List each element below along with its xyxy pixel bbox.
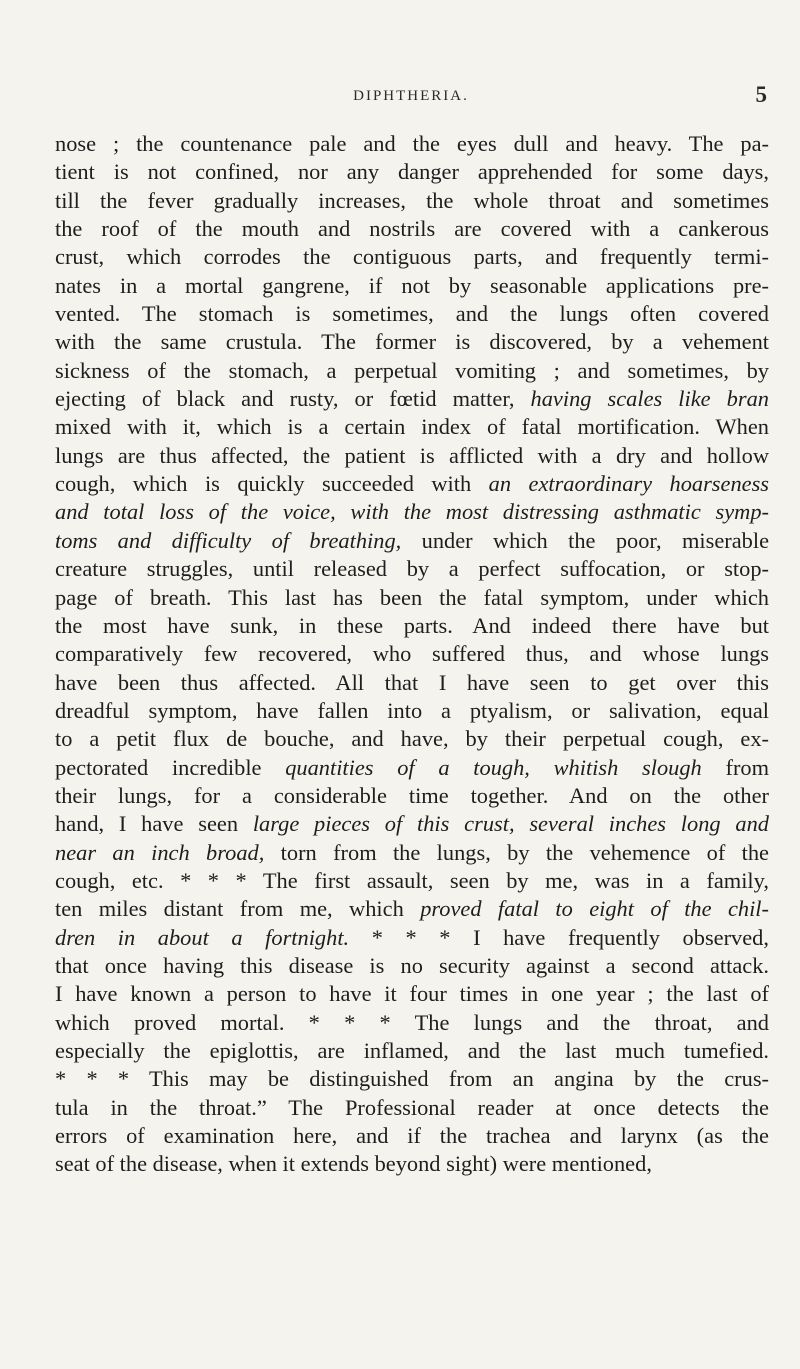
- text-line: [55, 1065, 769, 1093]
- text-segment: with the same crustula. The former is discovered, by a vehement: [55, 329, 769, 355]
- text-line: [55, 1009, 769, 1037]
- text-line: [55, 357, 769, 385]
- text-line: [55, 413, 769, 441]
- italic-text: near an inch broad,: [55, 839, 265, 865]
- text-segment: vented. The stomach is sometimes, and the lungs often covered: [55, 301, 769, 327]
- text-line: [55, 952, 769, 980]
- text-segment: cough, etc. * * * The first assault, seen by me, was in a family,: [55, 867, 769, 893]
- text-segment: that once having this disease is no security against a second attack.: [55, 952, 769, 978]
- text-line: [55, 640, 769, 668]
- body-text: [55, 130, 769, 1179]
- text-segment: nates in a mortal gangrene, if not by seasonable applications pre-: [55, 272, 769, 298]
- italic-text: an extraordinary hoarseness: [488, 471, 770, 497]
- page-header: [55, 82, 767, 118]
- text-line: [55, 527, 769, 555]
- text-segment: sickness of the stomach, a perpetual vomiting ; and sometimes, by: [55, 357, 769, 383]
- text-line: [55, 470, 769, 498]
- text-line: [55, 612, 769, 640]
- italic-text: quantities of a tough, whitish slough: [285, 754, 702, 780]
- text-line: [55, 300, 769, 328]
- text-line: [55, 1094, 769, 1122]
- text-line: [55, 810, 769, 838]
- text-line: [55, 555, 769, 583]
- text-segment: ten miles distant from me, which: [55, 896, 421, 922]
- text-segment: till the fever gradually increases, the whole throat and sometimes: [55, 187, 769, 213]
- text-segment: crust, which corrodes the contiguous parts, and frequently termi-: [55, 244, 769, 270]
- text-segment: * * * This may be distinguished from an angina by the crus-: [55, 1066, 769, 1092]
- text-line: [55, 867, 769, 895]
- text-segment: to a petit flux de bouche, and have, by their perpetual cough, ex-: [55, 726, 769, 752]
- text-line: [55, 1122, 769, 1150]
- text-segment: which proved mortal. * * * The lungs and the throat, and: [55, 1009, 769, 1035]
- running-head: DIPHTHERIA.: [353, 88, 469, 104]
- text-segment: hand, I have seen: [55, 811, 253, 837]
- text-line: [55, 272, 769, 300]
- text-line: [55, 130, 769, 158]
- text-segment: their lungs, for a considerable time together. And on the other: [55, 782, 769, 808]
- text-line: [55, 243, 769, 271]
- text-line: [55, 442, 769, 470]
- text-segment: nose ; the countenance pale and the eyes dull and heavy. The pa-: [55, 131, 769, 156]
- text-line: [55, 385, 769, 413]
- italic-text: toms and difficulty of breathing,: [55, 527, 402, 553]
- text-segment: comparatively few recovered, who suffered thus, and whose lungs: [55, 641, 769, 667]
- text-segment: cough, which is quickly succeeded with: [55, 471, 489, 497]
- text-line: [55, 980, 769, 1008]
- text-line: [55, 839, 769, 867]
- italic-text: and total loss of the voice, with the most distressing asthmatic symp-: [55, 499, 769, 525]
- text-segment: torn from the lungs, by the vehemence of the: [264, 839, 769, 865]
- text-line: [55, 669, 769, 697]
- italic-text: proved fatal to eight of the chil-: [420, 896, 769, 922]
- text-segment: page of breath. This last has been the fatal symptom, under which: [55, 584, 769, 610]
- italic-text: dren in about a fortnight.: [55, 924, 350, 950]
- text-line: [55, 215, 769, 243]
- text-line: [55, 158, 769, 186]
- text-line: [55, 895, 769, 923]
- text-segment: I have known a person to have it four times in one year ; the last of: [55, 981, 769, 1007]
- text-segment: seat of the disease, when it extends beyond sight) were mentioned,: [55, 1151, 652, 1177]
- text-segment: have been thus affected. All that I have seen to get over this: [55, 669, 769, 695]
- text-line: [55, 1150, 769, 1178]
- text-segment: ejecting of black and rusty, or fœtid matter,: [55, 386, 531, 412]
- text-line: [55, 697, 769, 725]
- text-segment: * * * I have frequently observed,: [349, 924, 769, 950]
- text-line: [55, 782, 769, 810]
- text-segment: dreadful symptom, have fallen into a ptyalism, or salivation, equal: [55, 697, 769, 723]
- text-line: [55, 187, 769, 215]
- text-segment: creature struggles, until released by a perfect suffocation, or stop-: [55, 556, 769, 582]
- text-line: [55, 725, 769, 753]
- text-segment: lungs are thus affected, the patient is afflicted with a dry and hollow: [55, 442, 769, 468]
- page-number: 5: [755, 82, 767, 107]
- text-segment: from: [701, 754, 770, 780]
- text-segment: under which the poor, miserable: [401, 527, 770, 553]
- text-line: [55, 498, 769, 526]
- text-segment: errors of examination here, and if the trachea and larynx (as the: [55, 1123, 769, 1149]
- italic-text: having scales like bran: [530, 386, 769, 412]
- text-line: [55, 328, 769, 356]
- text-segment: mixed with it, which is a certain index of fatal mortification. When: [55, 414, 769, 440]
- text-line: [55, 584, 769, 612]
- text-line: [55, 754, 769, 782]
- italic-text: large pieces of this crust, several inches long and: [252, 811, 769, 837]
- text-segment: tula in the throat.” The Professional reader at once detects the: [55, 1094, 769, 1120]
- text-segment: especially the epiglottis, are inflamed, and the last much tumefied.: [55, 1038, 769, 1063]
- text-segment: pectorated incredible: [55, 754, 286, 780]
- text-segment: the most have sunk, in these parts. And indeed there have but: [55, 612, 769, 638]
- text-line: [55, 924, 769, 952]
- text-line: [55, 1037, 769, 1065]
- text-segment: the roof of the mouth and nostrils are covered with a cankerous: [55, 216, 769, 242]
- text-segment: tient is not confined, nor any danger apprehended for some days,: [55, 159, 769, 185]
